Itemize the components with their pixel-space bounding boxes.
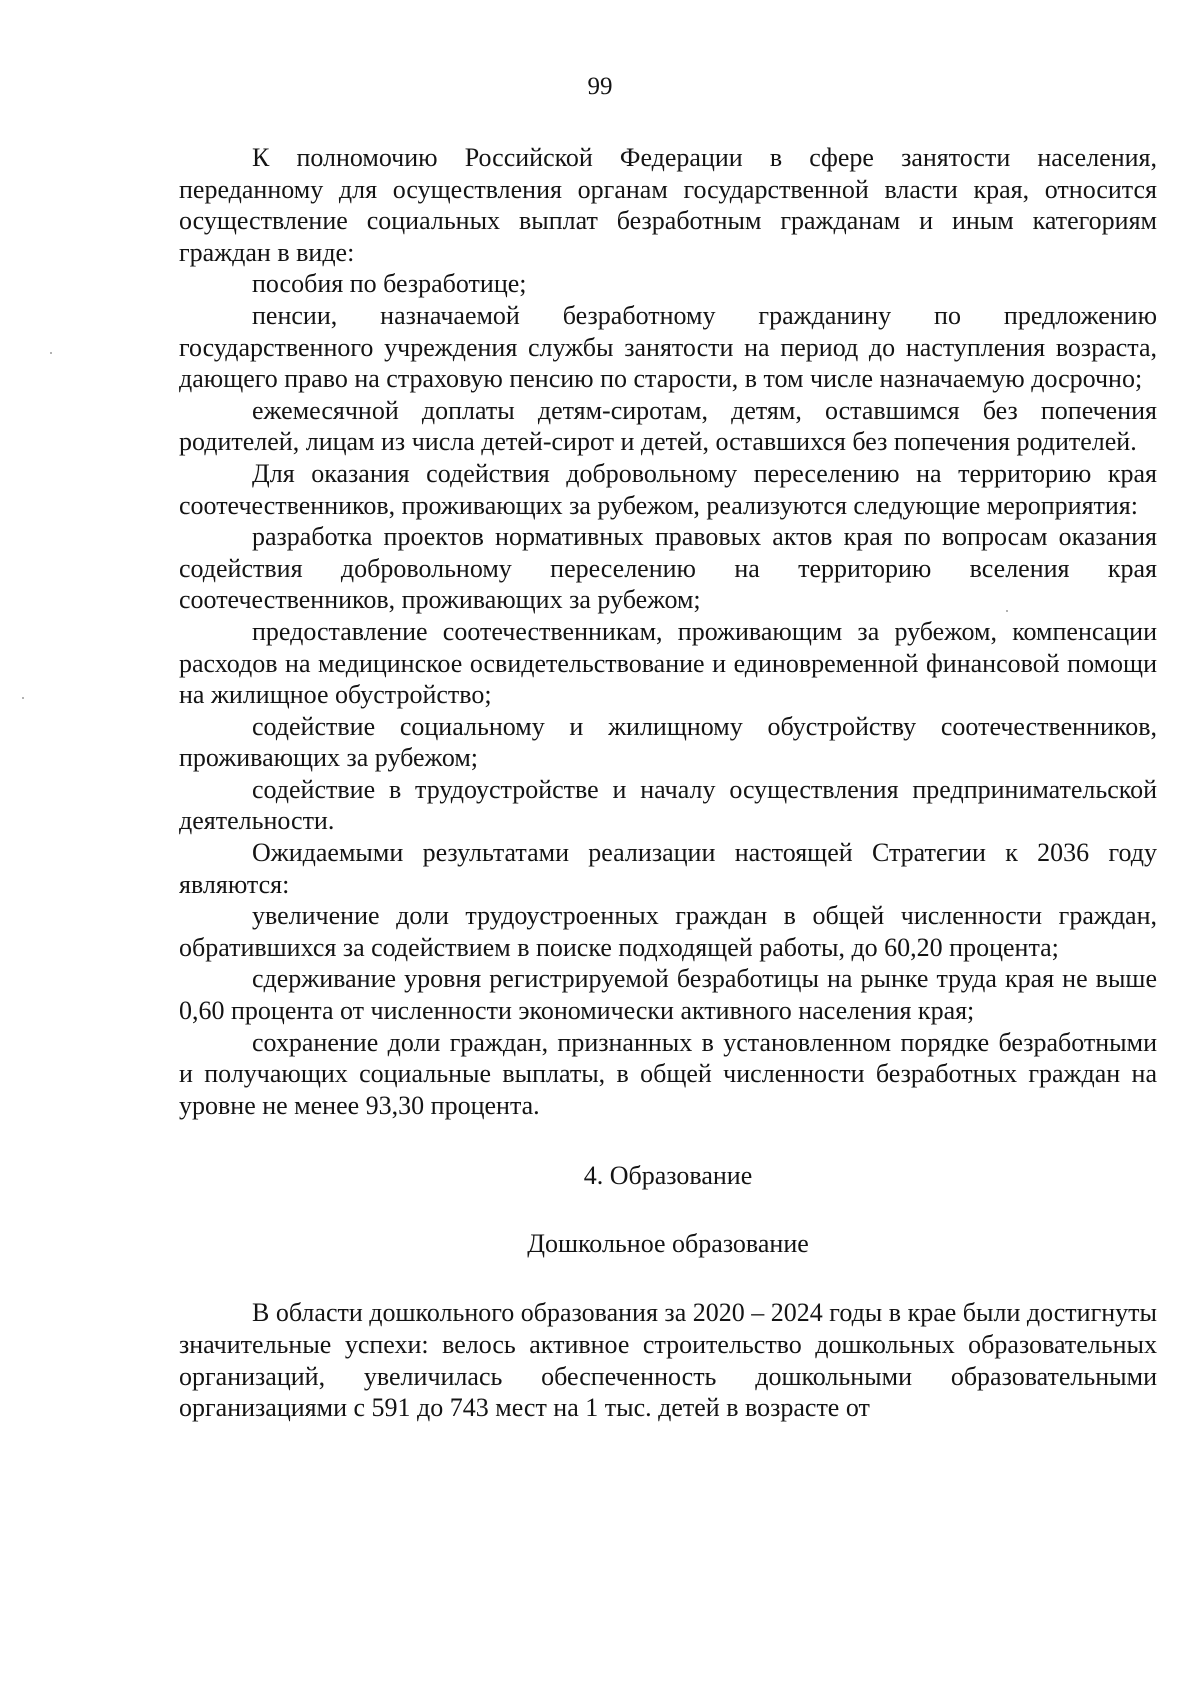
section-heading: 4. Образование (583, 1161, 753, 1191)
paragraph: Для оказания содействия добровольному переселению на территорию края соотечественников, проживающих за рубежом, реализуются следующие мероприятия: (179, 458, 1157, 520)
paragraph: В области дошкольного образования за 2020 – 2024 годы в крае были достигнуты значительные успехи: велось активное строительство дошкольных образовательных организаций, увеличилась обеспеченность дошкольными образовательными организациями с 591 до 743 мест на 1 тыс. детей в возрасте от (179, 1298, 1157, 1423)
page-number: 99 (587, 73, 613, 100)
document-body (179, 142, 1157, 1424)
paragraph: Ожидаемыми результатами реализации настоящей Стратегии к 2036 году являются: (179, 838, 1157, 899)
paragraph: сдерживание уровня регистрируемой безработицы на рынке труда края не выше 0,60 процента от численности экономически активного населения края; (179, 964, 1157, 1026)
paragraph: К полномочию Российской Федерации в сфере занятости населения, переданному для осуществления органам государственной власти края, относится осуществление социальных выплат безработным гражданам и иным категориям граждан в виде: (179, 143, 1157, 267)
paragraph: разработка проектов нормативных правовых актов края по вопросам оказания содействия добровольному переселению на территорию вселения края соотечественников, проживающих за рубежом; (179, 522, 1157, 615)
paragraph: увеличение доли трудоустроенных граждан в общей численности граждан, обратившихся за содействием в поиске подходящей работы, до 60,20 процента; (179, 901, 1157, 962)
subsection-heading: Дошкольное образование (527, 1229, 809, 1259)
scan-speck (1006, 610, 1008, 612)
paragraph: сохранение доли граждан, признанных в установленном порядке безработными и получающих социальные выплаты, в общей численности безработных граждан на уровне не менее 93,30 процента. (179, 1027, 1157, 1120)
paragraph: содействие в трудоустройстве и началу осуществления предпринимательской деятельности. (179, 774, 1157, 836)
paragraph: пособия по безработице; (252, 269, 527, 299)
paragraph: ежемесячной доплаты детям-сиротам, детям, оставшимся без попечения родителей, лицам из числа детей-сирот и детей, оставшихся без попечения родителей. (179, 395, 1157, 457)
paragraph: пенсии, назначаемой безработному гражданину по предложению государственного учреждения службы занятости на период до наступления возраста, дающего право на страховую пенсию по старости, в том числе назначаемую досрочно; (179, 300, 1157, 394)
paragraph: предоставление соотечественникам, проживающим за рубежом, компенсации расходов на медицинское освидетельствование и единовременной финансовой помощи на жилищное обустройство; (179, 616, 1157, 710)
scan-speck (22, 697, 24, 699)
paragraph: содействие социальному и жилищному обустройству соотечественников, проживающих за рубежом; (179, 711, 1157, 773)
scan-speck (50, 352, 52, 354)
